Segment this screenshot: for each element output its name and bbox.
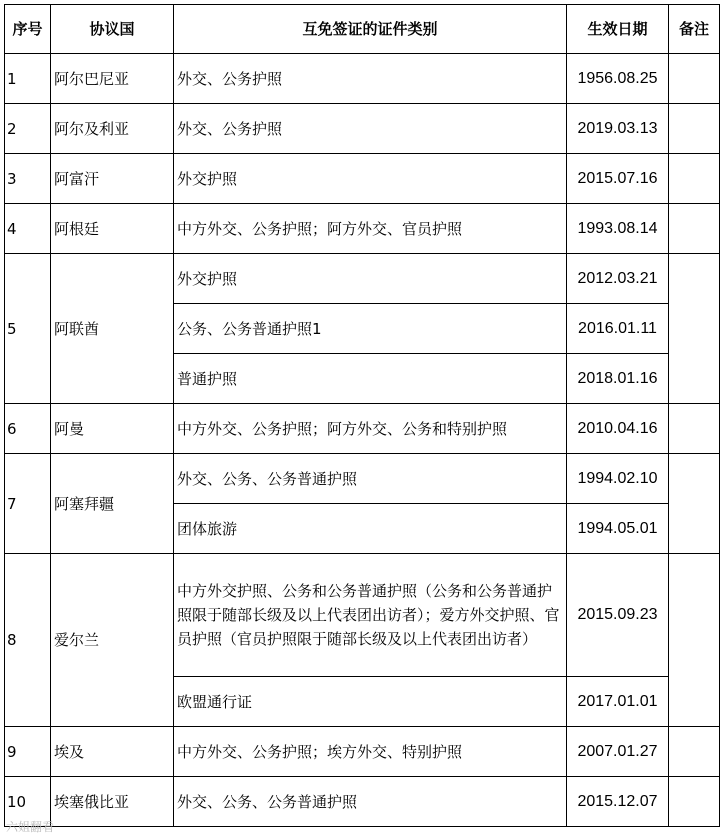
note-cell	[669, 104, 720, 154]
category-cell: 团体旅游	[174, 504, 567, 554]
category-cell: 外交、公务护照	[174, 104, 567, 154]
category-cell: 外交、公务护照	[174, 54, 567, 104]
row-number: 9	[5, 727, 51, 777]
country-cell: 爱尔兰	[51, 554, 174, 727]
note-cell	[669, 777, 720, 827]
note-cell	[669, 54, 720, 104]
row-number: 10	[5, 777, 51, 827]
row-number: 4	[5, 204, 51, 254]
row-number: 2	[5, 104, 51, 154]
header-category: 互免签证的证件类别	[174, 5, 567, 54]
row-number: 8	[5, 554, 51, 727]
row-number: 1	[5, 54, 51, 104]
header-date: 生效日期	[567, 5, 669, 54]
table-row	[5, 254, 720, 304]
table-row	[5, 204, 720, 254]
date-cell: 2019.03.13	[567, 104, 669, 154]
table-row	[5, 54, 720, 104]
table-row	[5, 404, 720, 454]
note-cell	[669, 554, 720, 727]
table-row	[5, 454, 720, 504]
note-cell	[669, 404, 720, 454]
country-cell: 埃塞俄比亚	[51, 777, 174, 827]
row-number: 6	[5, 404, 51, 454]
note-cell	[669, 254, 720, 404]
note-cell	[669, 204, 720, 254]
category-cell: 普通护照	[174, 354, 567, 404]
row-number: 3	[5, 154, 51, 204]
category-cell: 外交护照	[174, 254, 567, 304]
table-row	[5, 154, 720, 204]
row-number: 7	[5, 454, 51, 554]
watermark: 六姐翻看	[6, 820, 55, 834]
table-row	[5, 727, 720, 777]
table-row	[5, 104, 720, 154]
date-cell: 1994.02.10	[567, 454, 669, 504]
date-cell: 2015.12.07	[567, 777, 669, 827]
header-no: 序号	[5, 5, 51, 54]
category-cell: 中方外交、公务护照；埃方外交、特别护照	[174, 727, 567, 777]
note-cell	[669, 454, 720, 554]
category-cell: 中方外交护照、公务和公务普通护照（公务和公务普通护照限于随部长级及以上代表团出访者）；爱方外交护照、官员护照（官员护照限于随部长级及以上代表团出访者）	[174, 554, 567, 677]
date-cell: 2010.04.16	[567, 404, 669, 454]
category-cell: 中方外交、公务护照；阿方外交、公务和特别护照	[174, 404, 567, 454]
date-cell: 1994.05.01	[567, 504, 669, 554]
category-cell: 欧盟通行证	[174, 677, 567, 727]
date-cell: 2016.01.11	[567, 304, 669, 354]
date-cell: 1993.08.14	[567, 204, 669, 254]
category-cell: 外交护照	[174, 154, 567, 204]
category-cell: 外交、公务、公务普通护照	[174, 454, 567, 504]
header-note: 备注	[669, 5, 720, 54]
date-cell: 2015.07.16	[567, 154, 669, 204]
date-cell: 2007.01.27	[567, 727, 669, 777]
visa-exemption-table	[4, 4, 720, 827]
country-cell: 埃及	[51, 727, 174, 777]
table-row	[5, 777, 720, 827]
country-cell: 阿尔及利亚	[51, 104, 174, 154]
date-cell: 1956.08.25	[567, 54, 669, 104]
table-row	[5, 554, 720, 677]
date-cell: 2012.03.21	[567, 254, 669, 304]
category-cell: 公务、公务普通护照1	[174, 304, 567, 354]
country-cell: 阿根廷	[51, 204, 174, 254]
date-cell: 2018.01.16	[567, 354, 669, 404]
country-cell: 阿尔巴尼亚	[51, 54, 174, 104]
note-cell	[669, 154, 720, 204]
note-cell	[669, 727, 720, 777]
table-header-row	[5, 5, 720, 54]
row-number: 5	[5, 254, 51, 404]
date-cell: 2015.09.23	[567, 554, 669, 677]
country-cell: 阿曼	[51, 404, 174, 454]
date-cell: 2017.01.01	[567, 677, 669, 727]
country-cell: 阿联酋	[51, 254, 174, 404]
country-cell: 阿塞拜疆	[51, 454, 174, 554]
country-cell: 阿富汗	[51, 154, 174, 204]
header-country: 协议国	[51, 5, 174, 54]
category-cell: 外交、公务、公务普通护照	[174, 777, 567, 827]
category-cell: 中方外交、公务护照；阿方外交、官员护照	[174, 204, 567, 254]
